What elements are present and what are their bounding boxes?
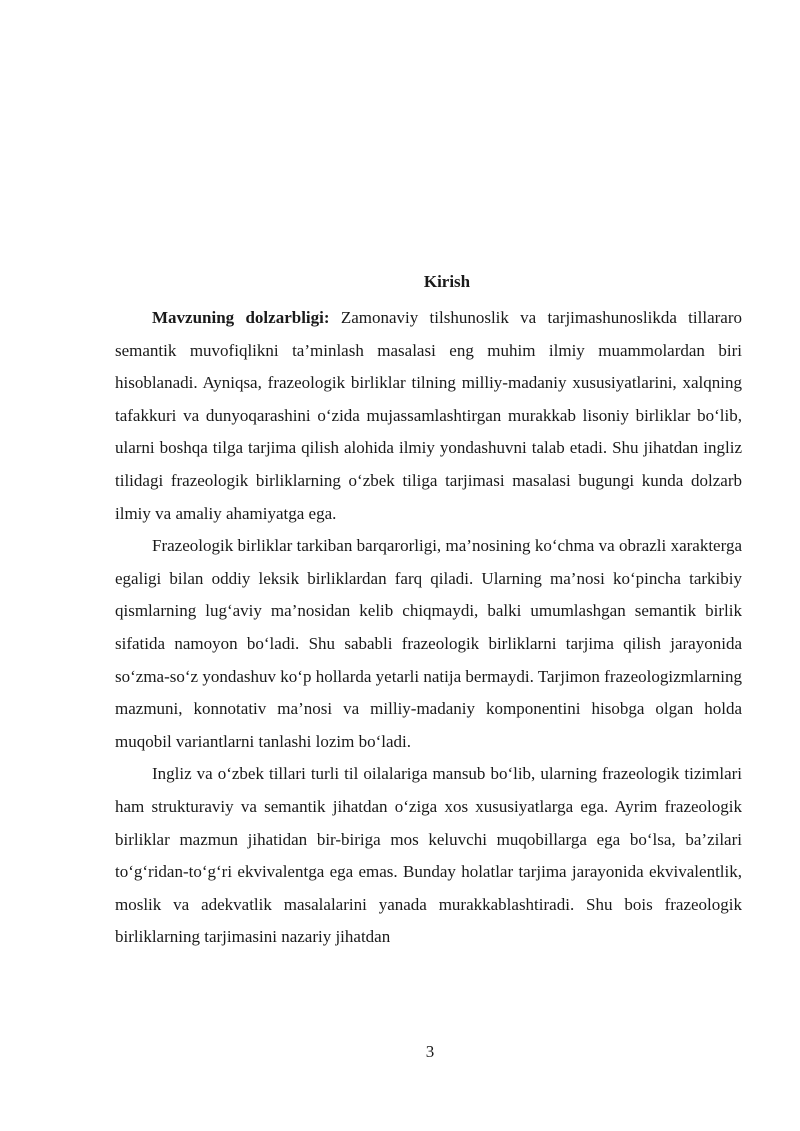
paragraph-relevance [115,302,742,530]
paragraph-phraseology [115,530,742,758]
paragraph-text: Frazeologik birliklar tarkiban barqarorligi, ma’nosining ko‘chma va obrazli xarakterga egaligi bilan oddiy leksik birliklardan farq qiladi. Ularning ma’nosi ko‘pincha tarkibiy qismlarning lug‘aviy ma’nosidan kelib chiqmaydi, balki umumlashgan semantik birlik sifatida namoyon bo‘ladi. Shu sababli frazeologik birliklarni tarjima qilish jarayonida so‘zma-so‘z yondashuv ko‘p hollarda yetarli natija bermaydi. Tarjimon frazeologizmlarning mazmuni, konnotativ ma’nosi va milliy-madaniy komponentini hisobga olgan holda muqobil variantlarni tanlashi lozim bo‘ladi. [115,536,742,751]
paragraph-text: Zamonaviy tilshunoslik va tarjimashunoslikda tillararo semantik muvofiqlikni ta’minlash masalasi eng muhim ilmiy muammolardan biri hisoblanadi. Ayniqsa, frazeologik birliklar tilning milliy-madaniy xususiyatlarini, xalqning tafakkuri va dunyoqarashini o‘zida mujassamlashtirgan murakkab lisoniy birliklar bo‘lib, ularni boshqa tilga tarjima qilish alohida ilmiy yondashuvni talab etadi. Shu jihatdan ingliz tilidagi frazeologik birliklarning o‘zbek tiliga tarjimasi masalasi bugungi kunda dolzarb ilmiy va amaliy ahamiyatga ega. [115,308,742,523]
section-heading: Kirish [423,272,471,291]
paragraph-lead: Mavzuning dolzarbligi: [152,308,330,327]
page-number: 3 [425,1042,435,1061]
paragraph-languages [115,758,742,954]
document-page [115,270,742,954]
paragraph-text: Ingliz va o‘zbek tillari turli til oilalariga mansub bo‘lib, ularning frazeologik tizimlari ham strukturaviy va semantik jihatdan o‘ziga xos xususiyatlarga ega. Ayrim frazeologik birliklar mazmun jihatidan bir-biriga mos keluvchi muqobillarga ega bo‘lsa, ba’zilari to‘g‘ridan-to‘g‘ri ekvivalentga ega emas. Bunday holatlar tarjima jarayonida ekvivalentlik, moslik va adekvatlik masalalarini yanada murakkablashtiradi. Shu bois frazeologik birliklarning tarjimasini nazariy jihatdan [115,764,742,947]
